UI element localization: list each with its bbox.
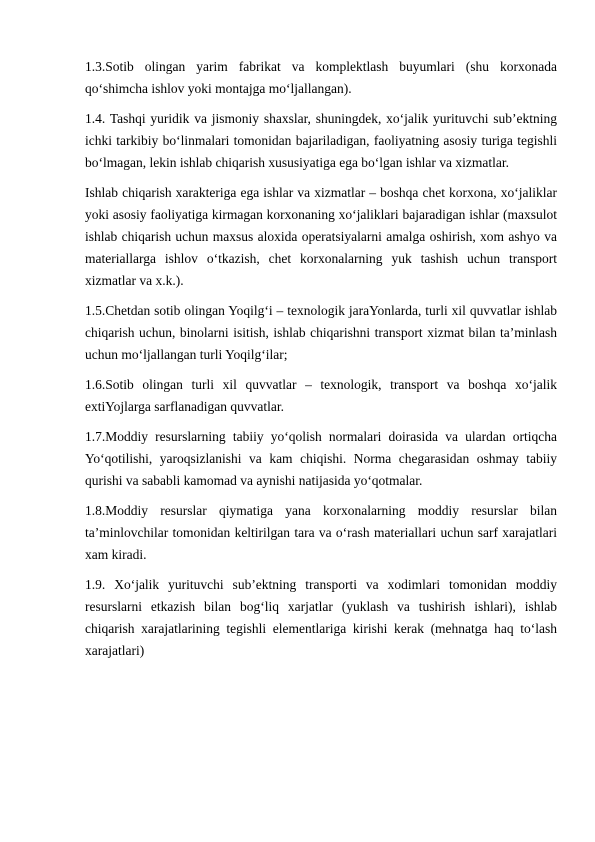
paragraph-1-6: 1.6.Sotib olingan turli xil quvvatlar – texnologik, transport va boshqa xo‘jalik extiYojlarga sarflanadigan quvvatlar. (85, 377, 557, 414)
paragraph-1-4: 1.4. Tashqi yuridik va jismoniy shaxslar, shuningdek, xo‘jalik yurituvchi sub’ektning ichki tarkibiy bo‘linmalari tomonidan bajariladigan, faoliyatning asosiy turiga tegishli bo‘lmagan, lekin ishlab chiqarish xususiyatiga ega bo‘lgan ishlar va xizmatlar. (85, 111, 557, 170)
paragraph-1-5: 1.5.Chetdan sotib olingan Yoqilg‘i – texnologik jaraYonlarda, turli xil quvvatlar ishlab chiqarish uchun, binolarni isitish, ishlab chiqarishni transport xizmat bilan ta’minlash uchun mo‘ljallangan turli Yoqilg‘ilar; (85, 303, 557, 362)
paragraph-1-3: 1.3.Sotib olingan yarim fabrikat va komplektlash buyumlari (shu korxonada qo‘shimcha ishlov yoki montajga mo‘ljallangan). (85, 59, 557, 96)
paragraph-1-7: 1.7.Moddiy resurslarning tabiiy yo‘qolish normalari doirasida va ulardan ortiqcha Yo‘qotilishi, yaroqsizlanishi va kam chiqishi. Norma chegarasidan oshmay tabiiy qurishi va sababli kamomad va aynishi natijasida yo‘qotmalar. (85, 429, 557, 488)
paragraph-1-8: 1.8.Moddiy resurslar qiymatiga yana korxonalarning moddiy resurslar bilan ta’minlovchilar tomonidan keltirilgan tara va o‘rash materiallari uchun sarf xarajatlari xam kiradi. (85, 503, 557, 562)
document-page (85, 56, 557, 670)
paragraph-production-services: Ishlab chiqarish xarakteriga ega ishlar va xizmatlar – boshqa chet korxona, xo‘jaliklar yoki asosiy faoliyatiga kirmagan korxonaning xo‘jaliklari bajaradigan ishlar (maxsulot ishlab chiqarish uchun maxsus aloxida operatsiyalarni amalga oshirish, xom ashyo va materiallarga ishlov o‘tkazish, chet korxonalarning yuk tashish uchun transport xizmatlar va x.k.). (85, 185, 557, 288)
paragraph-1-9: 1.9. Xo‘jalik yurituvchi sub’ektning transporti va xodimlari tomonidan moddiy resurslarni etkazish bilan bog‘liq xarjatlar (yuklash va tushirish ishlari), ishlab chiqarish xarajatlarining tegishli elementlariga kirishi kerak (mehnatga haq to‘lash xarajatlari) (85, 577, 557, 658)
